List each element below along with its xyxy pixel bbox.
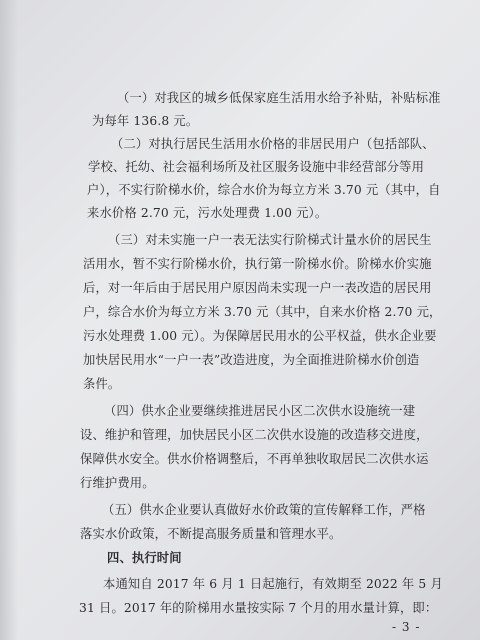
paragraph-1-line-1: （一）对我区的城乡低保家庭生活用水给予补贴，补贴标准 [117, 91, 441, 105]
paragraph-4-line-3: 保障供水安全。供水价格调整后，不再单独收取居民二次供水运 [80, 452, 429, 466]
paragraph-3-line-7: 条件。 [83, 377, 121, 391]
paragraph-4-line-2: 设、维护和管理，加快居民小区二次供水设施的改造移交进度， [80, 428, 429, 442]
paragraph-2-line-2: 学校、托幼、社会福利场所及社区服务设施中非经营部分等用 [88, 160, 425, 174]
paragraph-3-line-6: 加快居民用水“一户一表”改造进度，为全面推进阶梯水价创造 [83, 353, 420, 367]
paragraph-6-line-2: 31 日。2017 年的阶梯用水量按实际 7 个月的用水量计算，即： [79, 601, 438, 615]
paragraph-1-line-2: 为每年 136.8 元。 [92, 114, 199, 128]
paragraph-3-line-2: 活用水，暂不实行阶梯水价，执行第一阶梯水价。阶梯水价实施 [83, 257, 432, 271]
paragraph-2-line-4: 来水价格 2.70 元，污水处理费 1.00 元）。 [87, 206, 328, 220]
paragraph-3-line-5: 污水处理费 1.00 元）。为保障居民用水的公平权益，供水企业要 [83, 329, 437, 343]
paragraph-3-line-1: （三）对未实施一户一表无法实行阶梯式计量水价的居民生 [108, 233, 432, 247]
paragraph-4-line-4: 行维护费用。 [80, 476, 155, 490]
paragraph-4-line-1: （四）供水企业要继续推进居民小区二次供水设施统一建 [104, 404, 416, 418]
paragraph-2-line-1: （二）对执行居民生活用水价格的非居民用户（包括部队、 [111, 137, 435, 151]
paragraph-6-line-1: 本通知自 2017 年 6 月 1 日起施行，有效期至 2022 年 5 月 [103, 577, 443, 591]
paragraph-3-line-3: 后，对一年后由于居民用户原因尚未实现一户一表改造的居民用 [83, 281, 432, 295]
paragraph-5-line-1: （五）供水企业要认真做好水价政策的宣传解释工作，严格 [102, 503, 426, 517]
page-number: - 3 - [392, 620, 421, 634]
paragraph-5-line-2: 落实水价政策，不断提高服务质量和管理水平。 [80, 527, 342, 541]
paragraph-3-line-4: 户，综合水价为每立方米 3.70 元（其中，自来水价格 2.70 元， [83, 305, 442, 319]
paragraph-2-line-3: 户），不实行阶梯水价，综合水价为每立方米 3.70 元（其中，自 [87, 183, 441, 197]
section-heading-execution-time: 四、执行时间 [107, 550, 182, 565]
